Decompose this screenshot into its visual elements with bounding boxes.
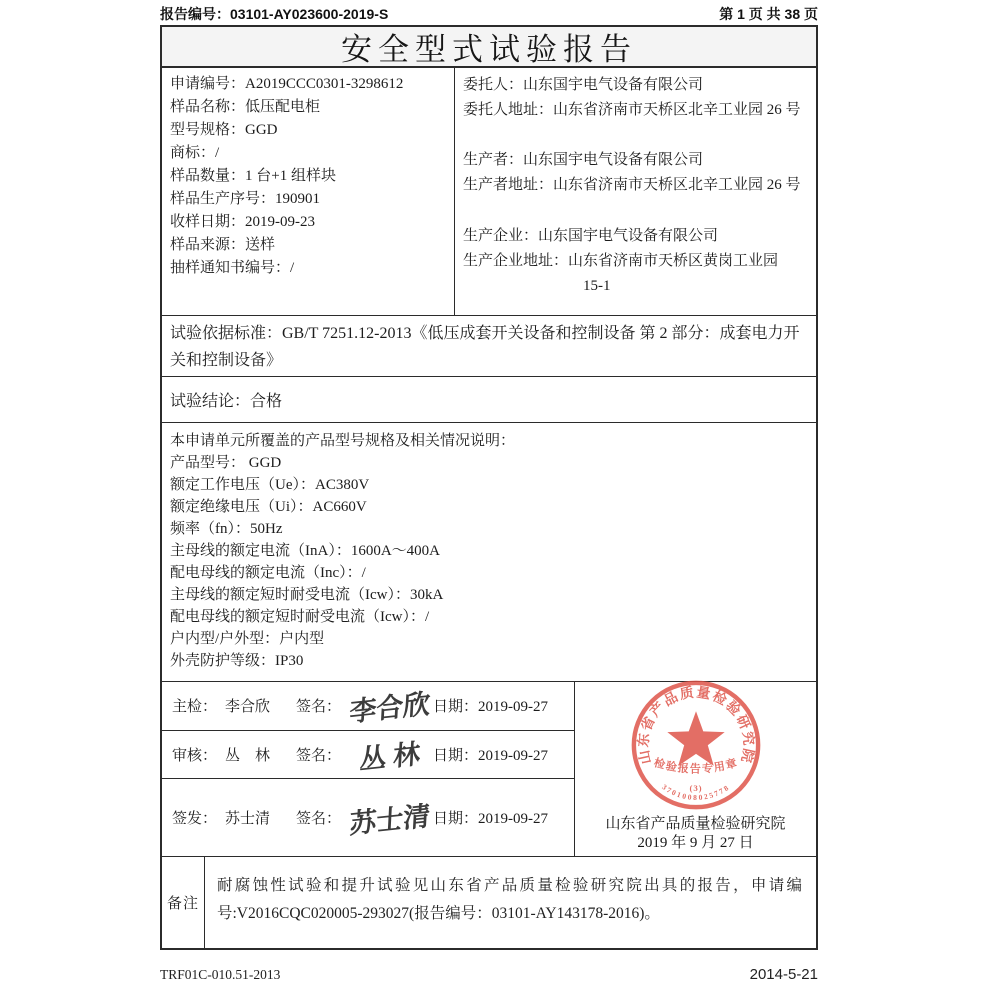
model-spec: 型号规格：GGD bbox=[170, 122, 278, 138]
producer-address: 生产者地址：山东省济南市天桥区北辛工业园 26 号 bbox=[463, 177, 801, 193]
signature-rows bbox=[162, 682, 574, 856]
sample-info-section bbox=[162, 68, 816, 316]
approver-date bbox=[433, 807, 548, 828]
test-standard-row bbox=[162, 316, 816, 377]
signature-section bbox=[162, 682, 816, 857]
approver-label: 签发： bbox=[172, 811, 218, 828]
distribution-busbar-rated-current: 配电母线的额定电流（Inc）：/ bbox=[170, 565, 366, 581]
official-seal-icon bbox=[625, 674, 767, 816]
remark-text: 耐腐蚀性试验和提升试验见山东省产品质量检验研究院出具的报告，申请编号:V2016CQC020005-293027(报告编号：03101-AY143178-2016)。 bbox=[217, 877, 802, 922]
chief-date bbox=[433, 695, 548, 716]
distribution-busbar-withstand-current: 配电母线的额定短时耐受电流（Icw）：/ bbox=[170, 609, 430, 625]
remark-label: 备注 bbox=[162, 857, 205, 948]
client-name: 委托人：山东国宇电气设备有限公司 bbox=[463, 77, 704, 93]
chief-inspector-row bbox=[162, 682, 574, 730]
test-conclusion-text: 试验结论：合格 bbox=[170, 393, 283, 410]
footer-date: 2014-5-21 bbox=[749, 966, 818, 983]
indoor-outdoor-type: 户内型/户外型：户内型 bbox=[170, 631, 325, 647]
issuing-organization: 山东省产品质量检验研究院 bbox=[605, 816, 786, 832]
sample-source: 样品来源：送样 bbox=[170, 237, 276, 253]
product-model: 产品型号： GGD bbox=[170, 455, 282, 471]
seal-sub-number: (3) bbox=[689, 783, 703, 794]
chief-date-label: 日期： bbox=[432, 699, 478, 716]
approver-sign-label: 签名： bbox=[296, 811, 342, 828]
approver-handwritten-signature: 苏士清 bbox=[348, 800, 431, 840]
sample-serial: 样品生产序号：190901 bbox=[170, 191, 321, 207]
chief-sign-label: 签名： bbox=[296, 699, 342, 716]
manufacturer-name: 生产企业：山东国宇电气设备有限公司 bbox=[463, 228, 719, 244]
page-footer bbox=[160, 966, 818, 983]
chief-handwritten-signature: 李合欣 bbox=[348, 688, 431, 728]
reviewer-date bbox=[433, 744, 548, 765]
specs-heading: 本申请单元所覆盖的产品型号规格及相关情况说明： bbox=[170, 433, 516, 449]
product-specs-row bbox=[162, 423, 816, 682]
manufacturer-address-cont: 15-1 bbox=[583, 278, 611, 294]
reviewer-date-label: 日期： bbox=[432, 748, 478, 765]
rated-working-voltage: 额定工作电压（Ue）：AC380V bbox=[170, 477, 370, 493]
seal-arc-org-text: 山东省产品质量检验研究院 bbox=[635, 684, 757, 766]
page-header bbox=[160, 4, 818, 24]
remark-row bbox=[162, 857, 816, 948]
seal-purpose-text: 检验报告专用章 bbox=[652, 757, 740, 776]
application-number: 申请编号：A2019CCC0301-3298612 bbox=[170, 76, 404, 92]
approver-date-value: 2019-09-27 bbox=[478, 811, 548, 828]
chief-inspector-label: 主检： bbox=[172, 699, 218, 716]
reviewer-handwritten-signature: 丛 林 bbox=[358, 738, 421, 776]
company-info-right-cell bbox=[454, 68, 816, 315]
form-number: TRF01C-010.51-2013 bbox=[160, 966, 281, 982]
reviewer-row bbox=[162, 730, 574, 779]
client-address: 委托人地址：山东省济南市天桥区北辛工业园 26 号 bbox=[463, 102, 801, 118]
chief-date-value: 2019-09-27 bbox=[478, 699, 548, 716]
main-busbar-withstand-current: 主母线的额定短时耐受电流（Icw）：30kA bbox=[170, 587, 444, 603]
report-table bbox=[160, 25, 818, 950]
report-title-box bbox=[162, 27, 816, 68]
main-busbar-rated-current: 主母线的额定电流（InA）：1600A～400A bbox=[170, 543, 440, 559]
test-conclusion-row bbox=[162, 377, 816, 423]
approver-row bbox=[162, 778, 574, 856]
reviewer-sign-label: 签名： bbox=[296, 748, 342, 765]
manufacturer-address: 生产企业地址：山东省济南市天桥区黄岗工业园 bbox=[463, 253, 779, 269]
sampling-notice-number: 抽样通知书编号：/ bbox=[170, 260, 295, 276]
reviewer-date-value: 2019-09-27 bbox=[478, 748, 548, 765]
trademark: 商标：/ bbox=[170, 145, 220, 161]
frequency: 频率（fn）：50Hz bbox=[170, 521, 283, 537]
report-title: 安全型式试验报告 bbox=[341, 32, 637, 67]
sample-quantity: 样品数量：1 台+1 组样块 bbox=[170, 168, 336, 184]
issue-date: 2019 年 9 月 27 日 bbox=[637, 835, 754, 851]
stamp-caption bbox=[575, 815, 816, 853]
report-number: 报告编号：03101-AY023600-2019-S bbox=[160, 6, 389, 22]
reviewer-name: 丛 林 bbox=[225, 748, 271, 765]
test-standard-text: 试验依据标准：GB/T 7251.12-2013《低压成套开关设备和控制设备 第 2 部分：成套电力开关和控制设备》 bbox=[170, 325, 800, 369]
producer-name: 生产者：山东国宇电气设备有限公司 bbox=[463, 152, 704, 168]
seal-star bbox=[667, 711, 724, 766]
reviewer-label: 审核： bbox=[172, 748, 218, 765]
enclosure-protection-grade: 外壳防护等级：IP30 bbox=[170, 653, 304, 669]
sample-name: 样品名称：低压配电柜 bbox=[170, 99, 321, 115]
chief-inspector-name: 李合欣 bbox=[225, 699, 271, 716]
receive-date: 收样日期：2019-09-23 bbox=[170, 214, 315, 230]
seal-serial-number: 3701008025778 bbox=[660, 782, 732, 803]
sample-info-left-cell bbox=[162, 68, 454, 315]
page-count: 第 1 页 共 38 页 bbox=[719, 6, 818, 22]
approver-date-label: 日期： bbox=[432, 811, 478, 828]
approver-name: 苏士清 bbox=[225, 811, 271, 828]
stamp-cell bbox=[574, 682, 816, 856]
rated-insulation-voltage: 额定绝缘电压（Ui）：AC660V bbox=[170, 499, 367, 515]
